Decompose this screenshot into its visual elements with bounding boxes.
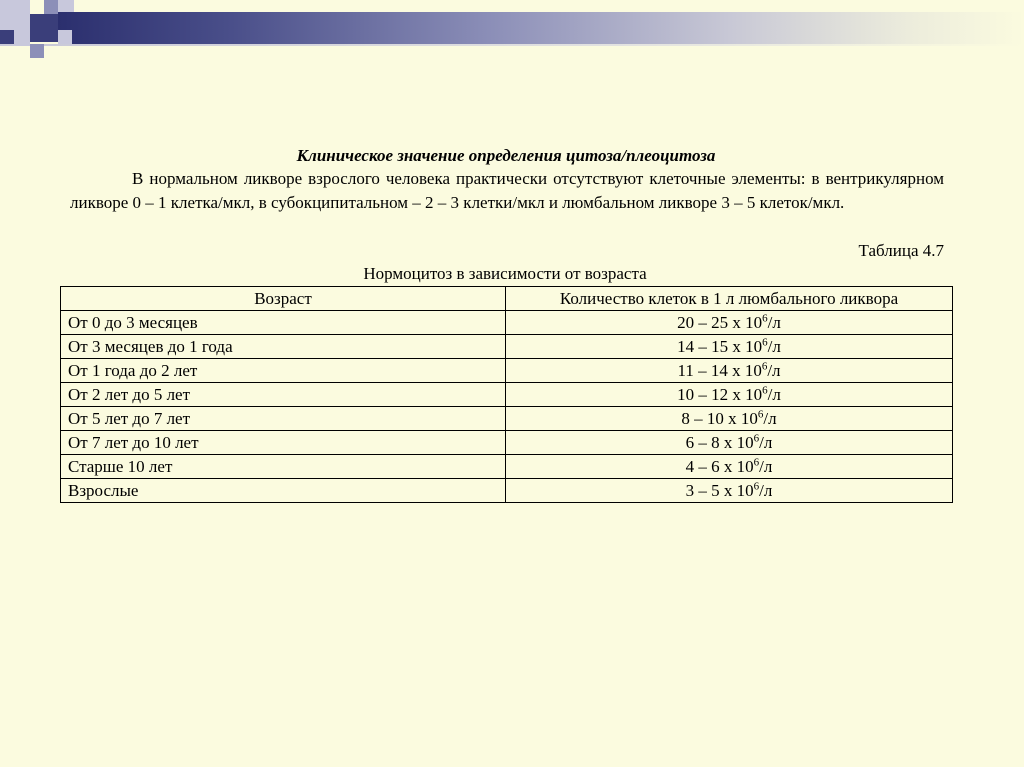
column-header-count: Количество клеток в 1 л люмбального ликвора <box>506 287 953 311</box>
table-row <box>61 311 953 335</box>
count-cell: 6 – 8 х $10^6/л$ <box>506 431 953 455</box>
age-cell: Взрослые <box>61 479 506 503</box>
age-cell: Старше 10 лет <box>61 455 506 479</box>
table-row <box>61 431 953 455</box>
count-cell: 3 – 5 х $10^6/л$ <box>506 479 953 503</box>
header-gradient-bar <box>58 12 1024 44</box>
age-cell: От 0 до 3 месяцев <box>61 311 506 335</box>
table-row <box>61 335 953 359</box>
count-cell: 11 – 14 х $10^6/л$ <box>506 359 953 383</box>
decor-square <box>58 0 74 12</box>
normocytosis-table <box>60 286 953 503</box>
table-row <box>61 455 953 479</box>
decor-square <box>30 0 44 14</box>
decor-square <box>0 0 30 30</box>
table-caption: Нормоцитоз в зависимости от возраста <box>363 264 647 283</box>
table-row <box>61 383 953 407</box>
decor-square <box>0 30 14 44</box>
age-cell: От 5 лет до 7 лет <box>61 407 506 431</box>
age-cell: От 7 лет до 10 лет <box>61 431 506 455</box>
table-row <box>61 479 953 503</box>
decor-square <box>30 14 58 42</box>
intro-paragraph: В нормальном ликворе взрослого человека практически отсутствуют клеточные элементы: в вентрикулярном ликворе 0 – 1 клетка/мкл, в субокципитальном – 2 – 3 клетки/мкл и люмбальном ликворе 3 – 5 клеток/мкл. <box>70 169 944 212</box>
decor-square <box>58 30 72 44</box>
table-row <box>61 359 953 383</box>
count-cell: 4 – 6 х $10^6/л$ <box>506 455 953 479</box>
page-title: Клиническое значение определения цитоза/плеоцитоза <box>296 146 716 165</box>
column-header-age: Возраст <box>61 287 506 311</box>
table-row <box>61 407 953 431</box>
count-cell: 8 – 10 х $10^6/л$ <box>506 407 953 431</box>
age-cell: От 2 лет до 5 лет <box>61 383 506 407</box>
decor-square <box>30 44 44 58</box>
count-cell: 20 – 25 х $10^6/л$ <box>506 311 953 335</box>
age-cell: От 3 месяцев до 1 года <box>61 335 506 359</box>
decor-square <box>14 30 30 46</box>
decor-square <box>44 0 58 14</box>
count-cell: 14 – 15 х $10^6/л$ <box>506 335 953 359</box>
header-divider <box>0 44 1024 46</box>
table-number: Таблица 4.7 <box>858 241 944 260</box>
age-cell: От 1 года до 2 лет <box>61 359 506 383</box>
table-header-row <box>61 287 953 311</box>
count-cell: 10 – 12 х $10^6/л$ <box>506 383 953 407</box>
